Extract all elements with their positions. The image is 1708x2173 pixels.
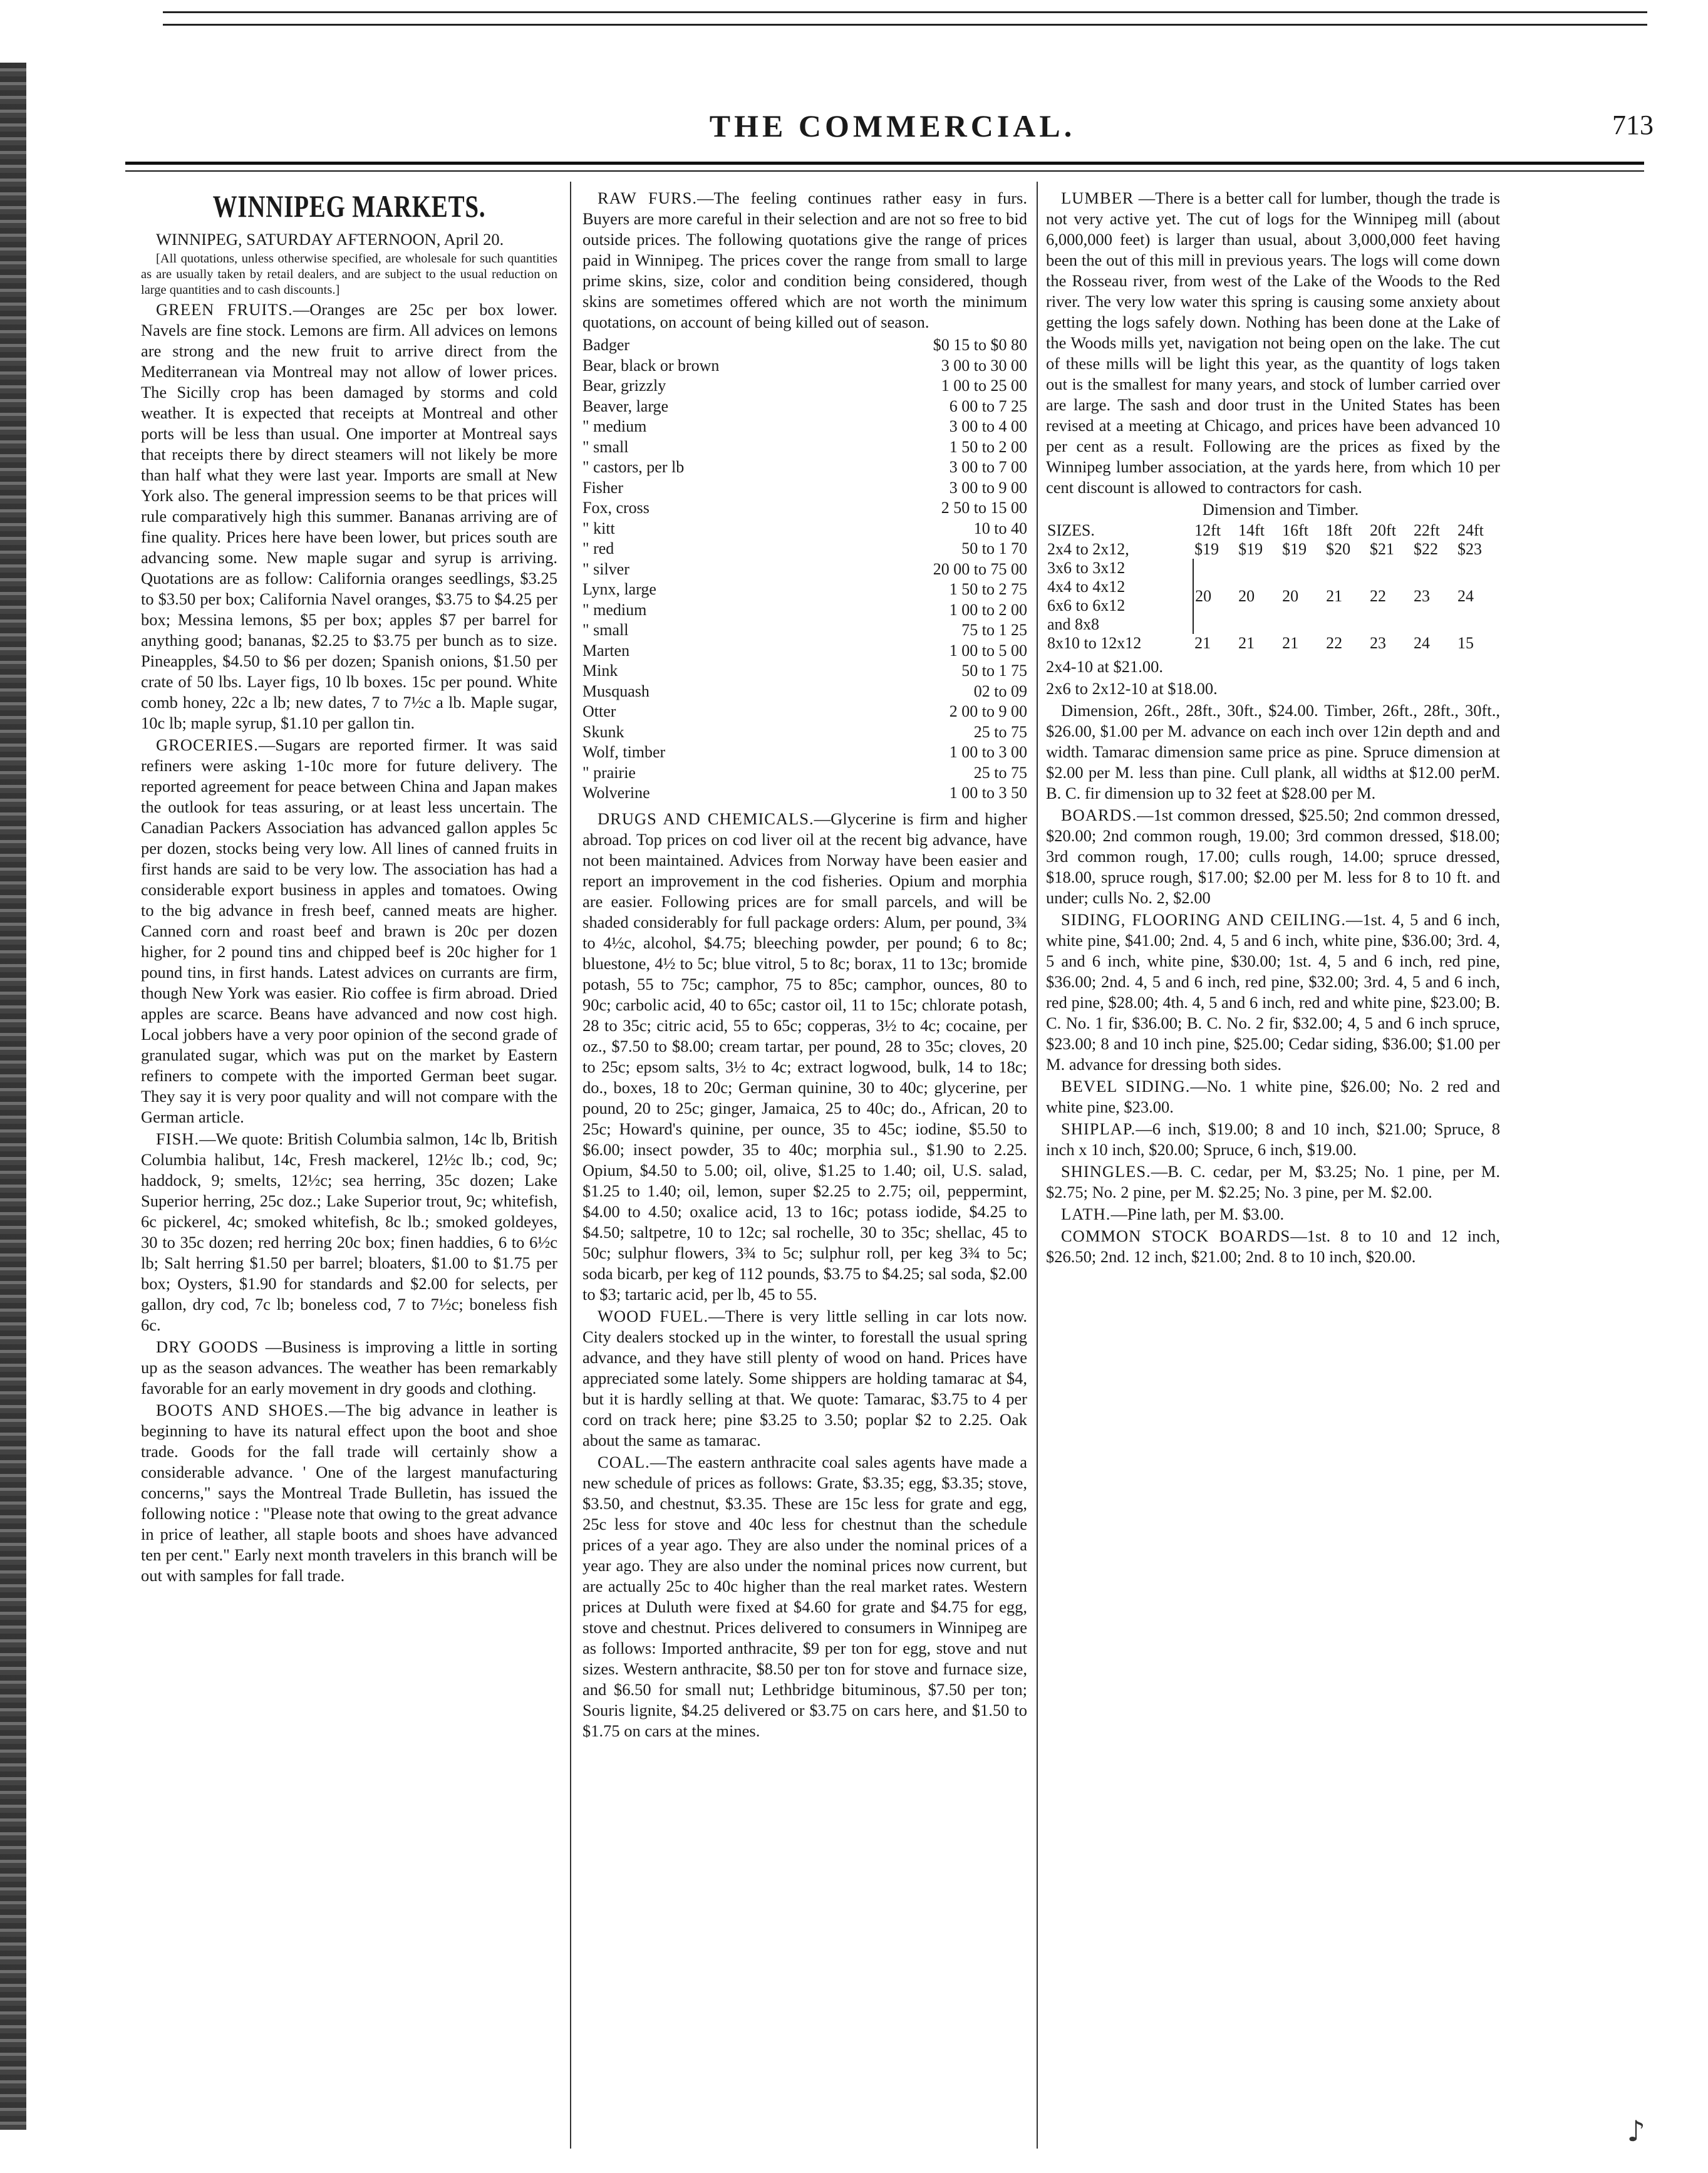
price-cell: 20 [1282,587,1299,605]
section-head: LUMBER [1061,189,1134,207]
fur-price: 1 50 to 2 75 [949,580,1027,598]
fur-row [582,620,1027,641]
price-cell: 21 [1282,634,1299,652]
fur-name: " castors, per lb [582,458,685,476]
bevel-paragraph [1046,1076,1500,1118]
fur-row [582,702,1027,722]
fur-price: 2 50 to 15 00 [941,499,1027,517]
price-cell: $22 [1414,540,1439,558]
dateline: WINNIPEG, SATURDAY AFTERNOON, April 20. [156,230,504,249]
size-label: 3x6 to 3x12 [1047,559,1126,577]
fur-name: " medium [582,600,647,619]
drugs-paragraph [582,809,1027,1305]
section-head: DRY GOODS [156,1337,259,1356]
fur-price: 1 00 to 2 00 [949,600,1027,619]
fur-name: Bear, grizzly [582,376,666,395]
fur-name: " small [582,621,629,639]
fur-price: 50 to 1 75 [961,661,1027,680]
common-stock-paragraph [1046,1226,1500,1267]
fur-price: 10 to 40 [973,519,1027,537]
wood-fuel-paragraph [582,1306,1027,1451]
section-head: RAW FURS. [598,189,697,207]
lath-paragraph [1046,1204,1500,1225]
fur-row [582,600,1027,621]
section-text: —B. C. cedar, per M, $3.25; No. 1 pine, per M. $2.75; No. 2 pine, per M. $2.25; No. 3 pine, per M. $2.00. [1046,1162,1500,1201]
section-text: —The feeling continues rather easy in furs. Buyers are more careful in their selection and are not so free to bid outside prices. The following quotations give the range of prices paid in Winnipeg. The prices cover the range from small to large prime skins, size, color and condition being considered, though skins are sometimes offered which are not worth the minimum quotations, on account of being killed out of season. [582,189,1027,331]
price-cell: $20 [1326,540,1351,558]
dimension-row [1046,521,1500,540]
price-cell: 8x10 to 12x12 [1047,634,1142,652]
fur-name: Skunk [582,722,624,741]
fur-row [582,335,1027,356]
fur-name: Marten [582,641,630,660]
dimension-col-header: 14ft [1238,521,1265,539]
price-cell: 2x4 to 2x12, [1047,540,1129,558]
section-head: WOOD FUEL. [598,1306,709,1325]
fur-row [582,682,1027,702]
price-cell: 23 [1414,587,1431,605]
fur-name: Beaver, large [582,397,669,415]
fur-name: " red [582,539,614,558]
column-1 [141,188,557,1587]
page-number: 713 [1612,110,1654,140]
section-head: BOOTS AND SHOES. [156,1401,329,1419]
green-fruits-paragraph [141,299,557,734]
page-header [119,108,1666,145]
article-title: WINNIPEG MARKETS. [212,189,486,224]
size-label: and 8x8 [1047,615,1100,633]
section-text: —Pine lath, per M. $3.00. [1110,1205,1285,1223]
section-head: SHIPLAP. [1061,1119,1136,1138]
dimension-col-header: 16ft [1282,521,1308,539]
size-label: 4x4 to 4x12 [1047,578,1126,596]
price-cell: 24 [1414,634,1431,652]
dimension-heading: Dimension and Timber. [1202,500,1359,519]
fur-name: " kitt [582,519,615,537]
section-text: —The eastern anthracite coal sales agents have made a new schedule of prices as follows: Grate, $3.35; egg, $3.35; stove, $3.50, and chestnut, $3.35. These are 15c less for grate and egg, 25c less for stove and 40c less for chestnut than the schedule prices of a year ago. They are also under the nominal prices of a year ago. They are also under the nominal prices now current, but are actually 25c to 40c higher than the real market rates. Western prices at Duluth were fixed at $4.60 for grate and $4.75 for egg, stove and chestnut. Prices delivered to consumers in Winnipeg are as follows: Imported anthracite, $9 per ton for egg, stove and nut sizes. Western anthracite, $8.50 per ton for stove and furnace size, and $6.50 for small nut; Lethbridge bituminous, $7.50 per ton; Souris lignite, $4.25 delivered or $3.75 on cars here, and $1.50 to $1.75 on cars at the mines. [582,1452,1027,1740]
fur-price: 2 00 to 9 00 [949,702,1027,720]
raw-furs-paragraph [582,188,1027,333]
fur-row [582,661,1027,682]
boards-paragraph [1046,805,1500,908]
fur-price: 3 00 to 9 00 [949,478,1027,497]
fur-price: 3 00 to 30 00 [941,356,1027,375]
fur-name: Fisher [582,478,623,497]
fur-row [582,742,1027,763]
price-cell: $19 [1238,540,1263,558]
dimension-col-header: 12ft [1194,521,1221,539]
fur-row [582,559,1027,580]
fur-row [582,478,1027,499]
size-label: 6x6 to 6x12 [1047,596,1126,615]
section-head: SHINGLES. [1061,1162,1151,1181]
fur-price: 1 00 to 25 00 [941,376,1027,395]
column-divider [570,182,571,2149]
price-cell: 21 [1238,634,1255,652]
fur-name: " silver [582,559,629,578]
fur-name: Wolverine [582,784,650,802]
column-2 [582,188,1027,1743]
fur-price: 1 00 to 3 50 [949,784,1027,802]
section-head: GREEN FRUITS. [156,300,293,319]
fur-row [582,376,1027,397]
price-cell: 22 [1326,634,1343,652]
section-head: FISH. [156,1129,200,1148]
section-text: —Oranges are 25c per box lower. Navels are fine stock. Lemons are firm. All advices on lemons are strong and the new fruit to arrive direct from the Mediterranean via Montreal may not allow of lower prices. The Sicilly crop has been damaged by storms and cold weather. It is expected that receipts at Montreal and other ports will be less than usual. One importer at Montreal says that receipts there by direct steamers will not likely be more than half what they were last year. Imports are small at New York also. The general impression seems to be that prices will rule comparatively high this summer. Bananas arriving are of fine quality. Prices here have been lower, but prices south are advancing some. New maple sugar and syrup is arriving. Quotations are as follow: California oranges seedlings, $3.25 to $3.50 per box; California Navel oranges, $3.75 to $4.25 per box; Messina lemons, $5 per box; apples $7 per barrel for anything good; bananas, $2.25 to $3.75 per bunch as to size. Pineapples, $4.50 to $6 per dozen; Spanish onions, $1.50 per crate of 50 lbs. Layer figs, 10 lb boxes. 15c per pound. White comb honey, 22c a lb; new dates, 7 to 7½c a lb. Maple sugar, 10c lb; maple syrup, $1.10 per gallon tin. [141,300,557,732]
header-rule [125,170,1644,172]
section-text: —Business is improving a little in sorting up as the season advances. The weather has been remarkably favorable for an early movement in dry goods and clothing. [141,1337,558,1398]
fur-row [582,356,1027,376]
fur-name: Wolf, timber [582,743,666,761]
binding-edge [0,63,26,2130]
masthead: THE COMMERCIAL. [709,108,1076,143]
fur-price: 20 00 to 75 00 [933,559,1027,578]
dimension-line: 2x6 to 2x12-10 at $18.00. [1046,679,1218,698]
section-head: COMMON STOCK BOARDS [1061,1227,1291,1245]
price-cell: 21 [1326,587,1343,605]
fur-row [582,519,1027,539]
fur-price: 1 00 to 3 00 [949,743,1027,761]
fur-price: 50 to 1 70 [961,539,1027,558]
lumber-paragraph [1046,188,1500,498]
fur-row [582,763,1027,784]
fur-row [582,579,1027,600]
siding-paragraph [1046,910,1500,1075]
dimension-row [1046,634,1500,653]
dimension-line: 2x4-10 at $21.00. [1046,657,1163,676]
fur-price: 3 00 to 7 00 [949,458,1027,476]
fur-name: " prairie [582,763,636,782]
section-head: SIDING, FLOORING AND CEILING. [1061,910,1346,929]
header-rule [125,162,1644,165]
section-head: GROCERIES. [156,735,259,754]
dimension-col-header: 22ft [1414,521,1440,539]
section-text: —There is a better call for lumber, though the trade is not very active yet. The cut of logs for the Winnipeg mill (about 6,000,000 feet) is larger than usual, about 3,000,000 feet having been the out of this mill in previous years. The logs will come down the Rosseau river, from west of the Lake of the Woods to the Red river. The very low water this spring is causing some anxiety about getting the logs safely down. Nothing has been done at the Lake of the Woods mills yet, navigation not being open on the lake. The cut of these mills will be light this year, as the quantity of logs taken out is the smallest for many years, and stock of lumber carried over are large. The sash and door trust in the United States has been revised at a meeting at Chicago, and prices have been advanced 10 per cent as a result. Following are the prices as fixed by the Winnipeg lumber association, at the yards here, from which 10 per cent discount is allowed to contractors for cash. [1046,189,1500,497]
top-border-line [163,24,1647,26]
price-cell: $19 [1282,540,1307,558]
fur-row [582,783,1027,804]
fur-row [582,417,1027,437]
fur-row [582,397,1027,417]
column-divider [1037,182,1038,2149]
size-group [1046,559,1193,634]
boots-paragraph [141,1400,557,1586]
dimension-row [1046,540,1500,559]
section-text: —Sugars are reported firmer. It was said refiners were asking 1-10c more for future delivery. The reported agreement for peace between China and Japan makes the outlook for teas assuring, or at least less uncertain. The Canadian Packers Association has advanced gallon apples 5c per dozen, stocks being very low. All lines of canned fruits in first hands are said to be very low. The association has had a considerable export business in apples and tomatoes. Owing to the big advance in fresh beef, canned meats are higher. Canned corn and roast beef and brawn is 20c per dozen higher, for 2 pound tins and chipped beef is 20c higher for 1 pound tins, in first hands. Latest advices on currants are firm, though New York was easier. Rio coffee is firm abroad. Dried apples are scarce. Beans have advanced and now cost high. Local jobbers have a very poor opinion of the second grade of granulated sugar, which was put on the market by Eastern refiners to compete with the imported German beet sugar. They say it is very poor quality and will not compare with the German article. [141,735,557,1126]
fur-price: $0 15 to $0 80 [933,336,1027,354]
price-cell: $19 [1194,540,1219,558]
fur-name: Badger [582,336,630,354]
section-text: —No. 1 white pine, $26.00; No. 2 red and white pine, $23.00. [1046,1077,1500,1116]
section-head: COAL. [598,1452,650,1471]
fur-name: " medium [582,417,647,435]
price-cell: 20 [1238,587,1255,605]
dimension-col-header: SIZES. [1047,521,1095,539]
fur-price: 3 00 to 4 00 [949,417,1027,435]
fur-row [582,498,1027,519]
dimension-text: Dimension, 26ft., 28ft., 30ft., $24.00. Timber, 26ft., 28ft., 30ft., $26.00, $1.00 per M. advance on each inch over 12in depth and and width. Tamarac dimension same price as pine. Spruce dimension at $2.00 per M. less than pine. Cull plank, all widths at $12.00 perM. B. C. fir dimension up to 32 feet at $28.00 per M. [1046,701,1500,802]
fur-name: Lynx, large [582,580,656,598]
dimension-col-header: 24ft [1457,521,1484,539]
section-text: —Glycerine is firm and higher abroad. Top prices on cod liver oil at the recent big advance, have not been maintained. Advices from Norway have been easier and report an improvement in the cod fisheries. Opium and morphia are easier. Following prices are for small parcels, and will be shaded considerably for full package orders: Alum, per pound, 3¾ to 4½c, alcohol, $4.75; bleeching powder, per pound; 6 to 8c; bluestone, 4½ to 5c; blue vitrol, 5 to 8c; borax, 11 to 13c; bromide potash, 55 to 75c; camphor, 75 to 85c; camphor, ounces, 80 to 90c; carbolic acid, 40 to 65c; castor oil, 11 to 15c; chlorate potash, 28 to 35c; citric acid, 55 to 65c; copperas, 3½ to 4c; cocaine, per oz., $7.50 to $8.00; cream tartar, per pound, 28 to 35c; cloves, 20 to 25c; epsom salts, 3½ to 4c; extract logwood, bulk, 14 to 18c; do., boxes, 18 to 20c; German quinine, 30 to 40c; glycerine, per pound, 20 to 25c; ginger, Jamaica, 25 to 40c; do., African, 20 to 25c; Howard's quinine, per ounce, 35 to 45c; iodine, $5.50 to $6.00; insect powder, 35 to 40c; morphia sul., $1.90 to 2.25. Opium, $4.50 to 5.00; oil, olive, $1.25 to 1.40; oil, U.S. salad, $1.25 to 1.40; oil, lemon, super $2.25 to 2.75; oil, peppermint, $4.00 to 4.50; oxalice acid, 13 to 16c; potass iodide, $4.25 to $4.50; saltpetre, 10 to 12c; sal rochelle, 30 to 35c; shellac, 45 to 50c; sulphur flowers, 3¾ to 5c; sulphur roll, per keg 3¾ to 5c; soda bicarb, per keg of 112 pounds, $3.75 to $4.25; sal soda, $2.00 to $3; tartaric acid, per lb, 45 to 55. [582,809,1027,1304]
price-cell: $21 [1370,540,1395,558]
fur-row [582,539,1027,559]
fur-name: Bear, black or brown [582,356,720,375]
fur-price: 02 to 09 [973,682,1027,700]
furs-price-table [582,335,1027,804]
price-cell: $23 [1457,540,1482,558]
quotation-note: [All quotations, unless otherwise specified, are wholesale for such quantities as are usually taken by retail dealers, and are subject to the usual reduction on large quantities and to cash discounts.] [141,252,557,297]
fish-paragraph [141,1129,557,1335]
section-head: LATH. [1061,1205,1111,1223]
column-3 [1046,188,1500,1268]
fur-price: 1 00 to 5 00 [949,641,1027,660]
price-cell: 23 [1370,634,1387,652]
section-text: —1st common dressed, $25.50; 2nd common dressed, $20.00; 2nd common rough, 19.00; 3rd common dressed, $18.00; 3rd common rough, 17.00; culls rough, 14.00; spruce dressed, $18.00, spruce rough, $17.00; $2.00 per M. less for 8 to 10 ft. and under; culls No. 2, $2.00 [1046,806,1500,907]
section-text: —We quote: British Columbia salmon, 14c lb, British Columbia halibut, 14c, Fresh mackerel, 12½c lb.; cod, 9c; haddock, 9; smelts, 12½c; sea herring, 35c dozen; Lake Superior herring, 25c doz.; Lake Superior trout, 9c; whitefish, 6c pickerel, 4c; smoked whitefish, 8c lb.; smoked goldeyes, 30 to 35c dozen; red herring 20c box; finen haddies, 6 to 6½c lb; Salt herring $1.50 per barrel; bloaters, $1.00 to $1.75 per box; Oysters, $1.90 for standards and $2.00 for selects, per gallon, dry cod, 7c lb; boneless cod, 7 to 7½c; boneless fish 6c. [141,1129,557,1334]
section-head: BOARDS. [1061,806,1137,824]
dimension-col-header: 20ft [1370,521,1396,539]
fur-row [582,641,1027,661]
fur-name: Musquash [582,682,650,700]
dry-goods-paragraph [141,1337,557,1399]
section-text: —1st. 8 to 10 and 12 inch, $26.50; 2nd. 12 inch, $21.00; 2nd. 8 to 10 inch, $20.00. [1046,1227,1500,1266]
shiplap-paragraph [1046,1119,1500,1160]
fur-row [582,457,1027,478]
margin-mark: ♪ [1627,2114,1645,2148]
top-border-line [163,11,1647,13]
fur-name: " small [582,437,629,456]
section-head: DRUGS AND CHEMICALS. [598,809,814,828]
fur-name: Mink [582,661,618,680]
price-cell: 24 [1457,587,1474,605]
fur-price: 25 to 75 [973,763,1027,782]
fur-price: 6 00 to 7 25 [949,397,1027,415]
fur-price: 75 to 1 25 [961,621,1027,639]
fur-price: 1 50 to 2 00 [949,437,1027,456]
dimension-col-header: 18ft [1326,521,1352,539]
section-text: —6 inch, $19.00; 8 and 10 inch, $21.00; Spruce, 8 inch x 10 inch, $20.00; Spruce, 6 inch, $19.00. [1046,1119,1500,1159]
fur-row [582,437,1027,458]
price-cell: 20 [1195,587,1212,605]
groceries-paragraph [141,735,557,1128]
fur-name: Fox, cross [582,499,650,517]
section-text: —There is very little selling in car lots now. City dealers stocked up in the winter, to forestall the usual spring advance, and they have still plenty of wood on hand. Prices have appreciated some lately. Some shippers are holding tamarac at $4, but it is hardly selling at that. We quote: Tamarac, $3.75 to 4 per cord on track here; pine $3.25 to 3.50; poplar $2 to 2.25. Oak about the same as tamarac. [582,1306,1027,1450]
coal-paragraph [582,1452,1027,1741]
fur-price: 25 to 75 [973,722,1027,741]
section-text: —The big advance in leather is beginning to have its natural effect upon the boot and shoe trade. Goods for the fall trade will certainly show a considerable advance. ' One of the largest manufacturing concerns," says the Montreal Trade Bulletin, has issued the following notice : "Please note that owing to the great advance in price of leather, all staple boots and shoes have advanced ten per cent." Early next month travelers in this branch will be out with samples for fall trade. [141,1401,558,1585]
fur-row [582,722,1027,743]
shingles-paragraph [1046,1161,1500,1203]
dimension-table [1046,521,1500,653]
price-cell: 21 [1194,634,1211,652]
price-cell: 22 [1370,587,1387,605]
fur-name: Otter [582,702,616,720]
price-cell: 15 [1457,634,1474,652]
section-text: —1st. 4, 5 and 6 inch, white pine, $41.00; 2nd. 4, 5 and 6 inch, white pine, $36.00; 3rd. 4, 5 and 6 inch, white pine, $30.00; 1st. 4, 5 and 6 inch, red pine, $36.00; 2nd. 4, 5 and 6 inch, red pine, $32.00; 3rd. 4, 5 and 6 inch, red pine, $28.00; 4th. 4, 5 and 6 inch, red and white pine, $23.00; B. C. No. 1 fir, $36.00; B. C. No. 2 fir, $32.00; 4, 5 and 6 inch spruce, $23.00; 8 and 10 inch pine, $25.00; Cedar siding, $36.00; $1.00 per M. advance for dressing both sides. [1046,910,1501,1074]
section-head: BEVEL SIDING. [1061,1077,1191,1096]
